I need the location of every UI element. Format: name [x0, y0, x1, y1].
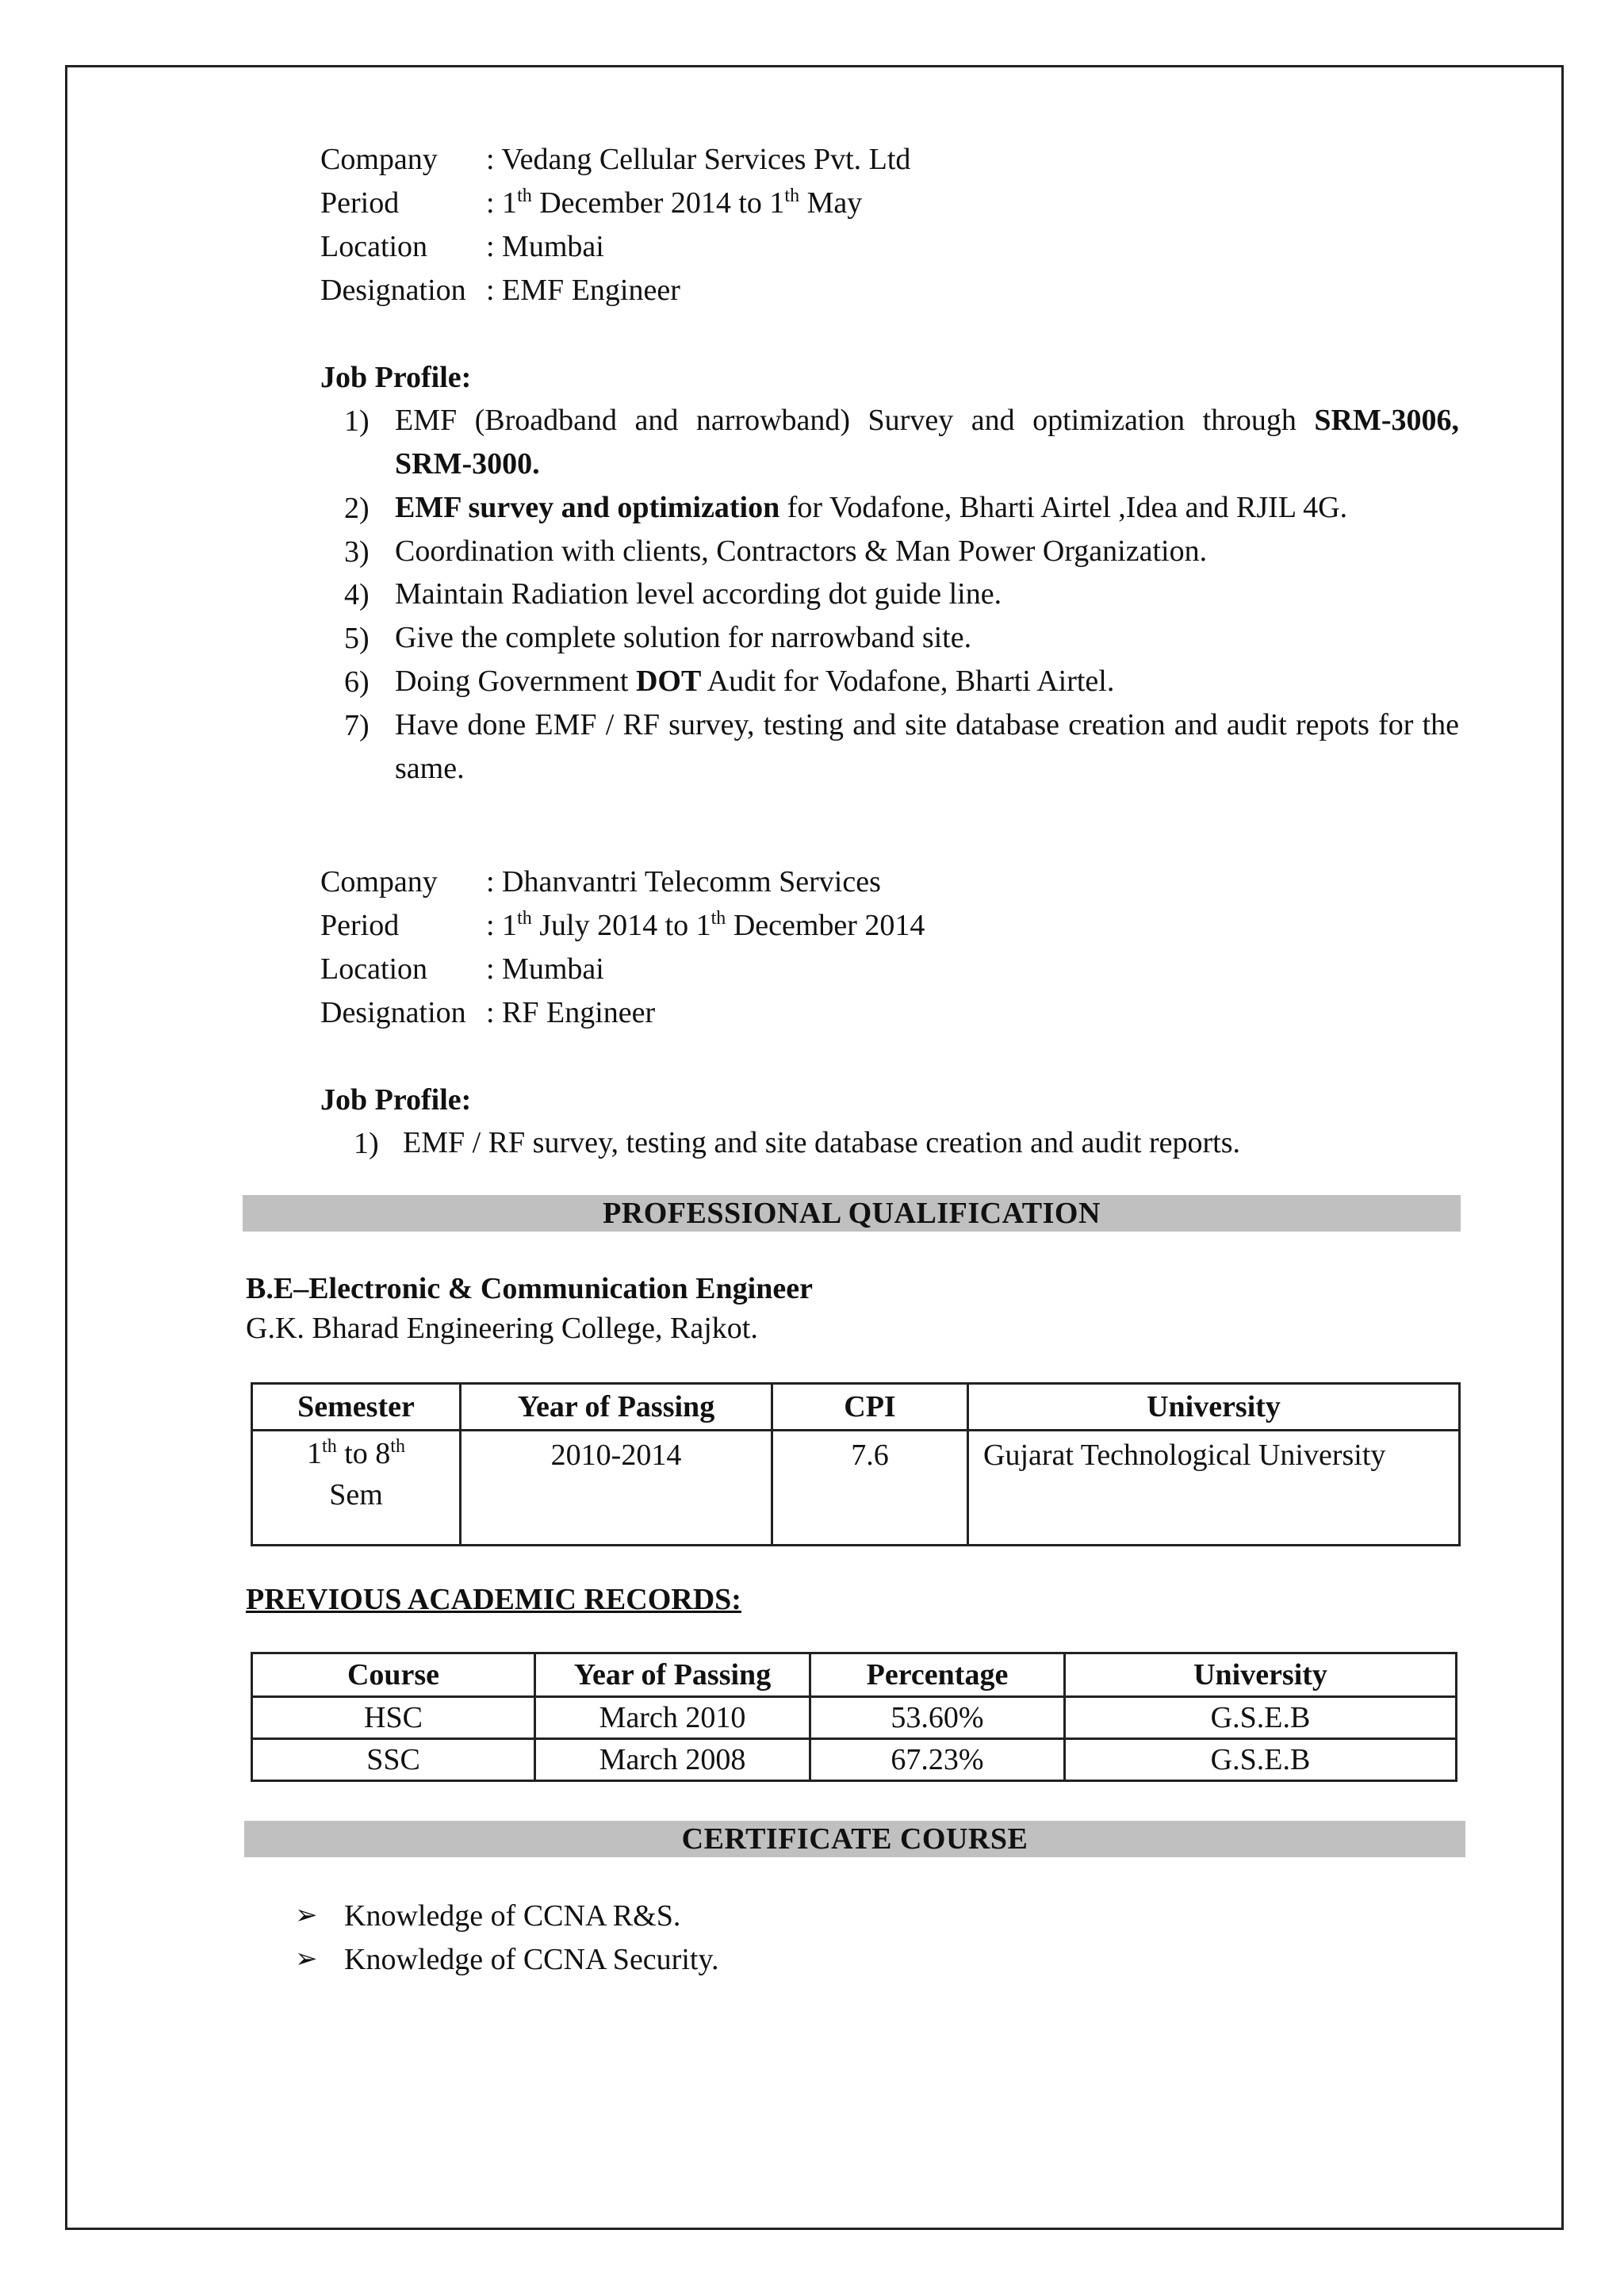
- degree-title: B.E–Electronic & Communication Engineer: [246, 1272, 813, 1305]
- certificate-item: Knowledge of CCNA R&S.: [344, 1899, 681, 1933]
- table-header-cell: CPI: [772, 1384, 968, 1431]
- job2-location-label: Location: [320, 952, 428, 986]
- job1-item-number: 1): [344, 404, 370, 438]
- arrow-bullet-icon: ➢: [295, 1901, 318, 1930]
- section-heading-qualification: PROFESSIONAL QUALIFICATION: [243, 1195, 1461, 1232]
- table-header-cell: University: [968, 1384, 1460, 1431]
- job1-designation-value: : EMF Engineer: [486, 274, 680, 307]
- job1-item-2: EMF survey and optimization for Vodafone, Bharti Airtel ,Idea and RJIL 4G.: [395, 491, 1348, 524]
- table-cell: SSC: [252, 1739, 535, 1781]
- job1-period-value: : 1th December 2014 to 1th May: [486, 186, 863, 220]
- job1-location-value: : Mumbai: [486, 230, 604, 263]
- table-cell: March 2010: [535, 1697, 810, 1739]
- job1-item-number: 6): [344, 665, 370, 699]
- table-row: [252, 1431, 1460, 1546]
- table-cell: 67.23%: [810, 1739, 1065, 1781]
- job1-item-4: Maintain Radiation level according dot guide line.: [395, 577, 1002, 611]
- table-header-cell: University: [1065, 1653, 1457, 1697]
- semester-cell: 1th to 8th Sem: [252, 1431, 461, 1546]
- table-header-row: [252, 1653, 1457, 1697]
- job1-item-number: 5): [344, 622, 370, 655]
- certificate-item: Knowledge of CCNA Security.: [344, 1943, 719, 1976]
- job2-profile-heading: Job Profile:: [320, 1083, 472, 1117]
- job2-company-label: Company: [320, 865, 438, 898]
- table-header-cell: Semester: [252, 1384, 461, 1431]
- table-header-cell: Course: [252, 1653, 535, 1697]
- job1-location-label: Location: [320, 230, 428, 263]
- job1-profile-heading: Job Profile:: [320, 361, 472, 394]
- table-cell: HSC: [252, 1697, 535, 1739]
- table-cell: March 2008: [535, 1739, 810, 1781]
- job1-item-7: Have done EMF / RF survey, testing and site database creation and audit repots for the same.: [395, 708, 1459, 785]
- job1-item-1: EMF (Broadband and narrowband) Survey and optimization through SRM-3006, SRM-3000.: [395, 404, 1459, 481]
- academic-heading: PREVIOUS ACADEMIC RECORDS:: [246, 1583, 741, 1616]
- year-cell: 2010-2014: [461, 1431, 772, 1546]
- job1-item-number: 3): [344, 535, 370, 569]
- job1-item-number: 4): [344, 578, 370, 611]
- job1-company-label: Company: [320, 143, 438, 176]
- job2-designation-value: : RF Engineer: [486, 996, 656, 1029]
- table-cell: G.S.E.B: [1065, 1739, 1457, 1781]
- arrow-bullet-icon: ➢: [295, 1944, 318, 1974]
- job2-designation-label: Designation: [320, 996, 466, 1029]
- table-header-cell: Year of Passing: [461, 1384, 772, 1431]
- job2-item-number: 1): [354, 1127, 379, 1160]
- academic-table: [251, 1652, 1457, 1782]
- job1-company-value: : Vedang Cellular Services Pvt. Ltd: [486, 143, 911, 176]
- job1-item-5: Give the complete solution for narrowband site.: [395, 621, 972, 654]
- job1-designation-label: Designation: [320, 274, 466, 307]
- job2-period-label: Period: [320, 909, 400, 942]
- table-cell: 53.60%: [810, 1697, 1065, 1739]
- job1-item-3: Coordination with clients, Contractors & Man Power Organization.: [395, 534, 1208, 568]
- table-header-row: [252, 1384, 1460, 1431]
- table-header-cell: Percentage: [810, 1653, 1065, 1697]
- table-row: [252, 1697, 1457, 1739]
- job1-item-number: 7): [344, 709, 370, 742]
- section-heading-certificate: CERTIFICATE COURSE: [244, 1821, 1465, 1857]
- job2-company-value: : Dhanvantri Telecomm Services: [486, 865, 881, 898]
- job1-item-number: 2): [344, 492, 370, 525]
- table-row: [252, 1739, 1457, 1781]
- job2-period-value: : 1th July 2014 to 1th December 2014: [486, 908, 925, 942]
- qualification-table: [251, 1382, 1461, 1546]
- table-header-cell: Year of Passing: [535, 1653, 810, 1697]
- cpi-cell: 7.6: [772, 1431, 968, 1546]
- job2-item-1: EMF / RF survey, testing and site database creation and audit reports.: [403, 1126, 1241, 1159]
- job2-location-value: : Mumbai: [486, 952, 604, 986]
- university-cell: Gujarat Technological University: [968, 1431, 1460, 1546]
- table-cell: G.S.E.B: [1065, 1697, 1457, 1739]
- job1-period-label: Period: [320, 186, 400, 220]
- job1-item-6: Doing Government DOT Audit for Vodafone, Bharti Airtel.: [395, 665, 1115, 698]
- college-name: G.K. Bharad Engineering College, Rajkot.: [246, 1312, 758, 1345]
